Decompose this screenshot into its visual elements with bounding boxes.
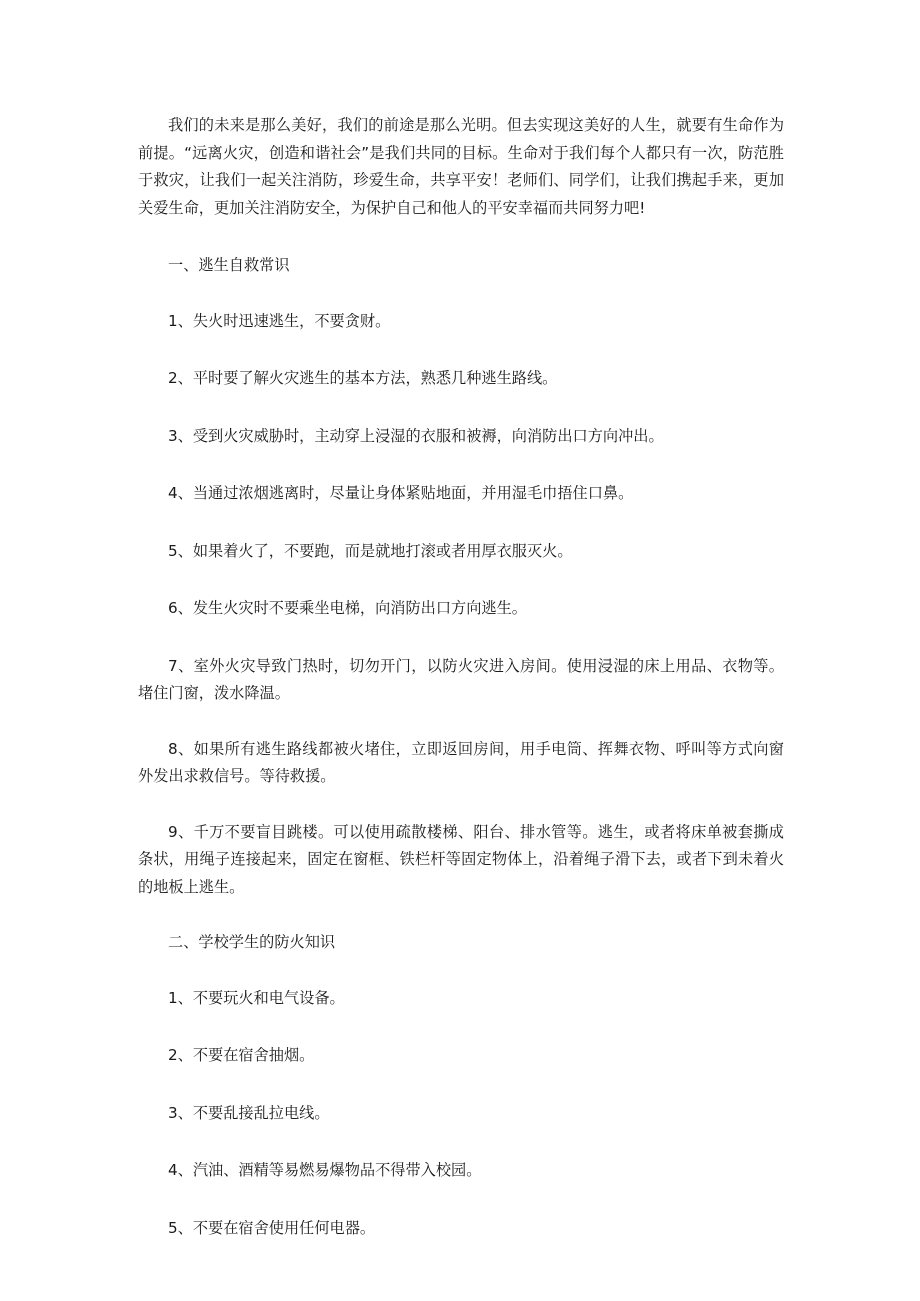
section1-item-9: 9、千万不要盲目跳楼。可以使用疏散楼梯、阳台、排水管等。逃生，或者将床单被套撕成条状，用绳子连接起来，固定在窗框、铁栏杆等固定物体上，沿着绳子滑下去，或者下到未着火的地板上逃生。: [138, 822, 784, 896]
section1-item-2: 2、平时要了解火灾逃生的基本方法，熟悉几种逃生路线。: [168, 369, 558, 387]
section2-item-4: 4、汽油、酒精等易燃易爆物品不得带入校园。: [168, 1161, 482, 1179]
section1-item-7: 7、室外火灾导致门热时，切勿开门，以防火灾进入房间。使用浸湿的床上用品、衣物等。堵住门窗，泼水降温。: [138, 656, 784, 702]
document-page: [138, 112, 784, 1242]
intro-paragraph: 我们的未来是那么美好，我们的前途是那么光明。但去实现这美好的人生，就要有生命作为前提。“远离火灾，创造和谐社会”是我们共同的目标。生命对于我们每个人都只有一次，防范胜于救灾，让我们一起关注消防，珍爱生命，共享平安！老师们、同学们，让我们携起手来，更加关爱生命，更加关注消防安全，为保护自己和他人的平安幸福而共同努力吧!: [138, 116, 784, 217]
section1-item-5: 5、如果着火了，不要跑，而是就地打滚或者用厚衣服灭火。: [168, 541, 573, 560]
section1-item-1: 1、失火时迅速逃生，不要贪财。: [168, 311, 391, 330]
section2-heading: 二、学校学生的防火知识: [168, 933, 336, 951]
section2-item-1: 1、不要玩火和电气设备。: [168, 988, 345, 1007]
section1-item-8: 8、如果所有逃生路线都被火堵住，立即返回房间，用手电筒、挥舞衣物、呼叫等方式向窗外发出求救信号。等待救援。: [138, 739, 784, 785]
section1-item-3: 3、受到火灾威胁时，主动穿上浸湿的衣服和被褥，向消防出口方向冲出。: [168, 426, 664, 445]
section1-item-4: 4、当通过浓烟逃离时，尽量让身体紧贴地面，并用湿毛巾捂住口鼻。: [168, 484, 634, 502]
section2-item-5: 5、不要在宿舍使用任何电器。: [168, 1218, 376, 1237]
section1-item-6: 6、发生火灾时不要乘坐电梯，向消防出口方向逃生。: [168, 599, 527, 617]
section2-item-3: 3、不要乱接乱拉电线。: [168, 1103, 330, 1122]
section1-heading: 一、逃生自救常识: [168, 256, 290, 274]
section2-item-2: 2、不要在宿舍抽烟。: [168, 1046, 315, 1064]
